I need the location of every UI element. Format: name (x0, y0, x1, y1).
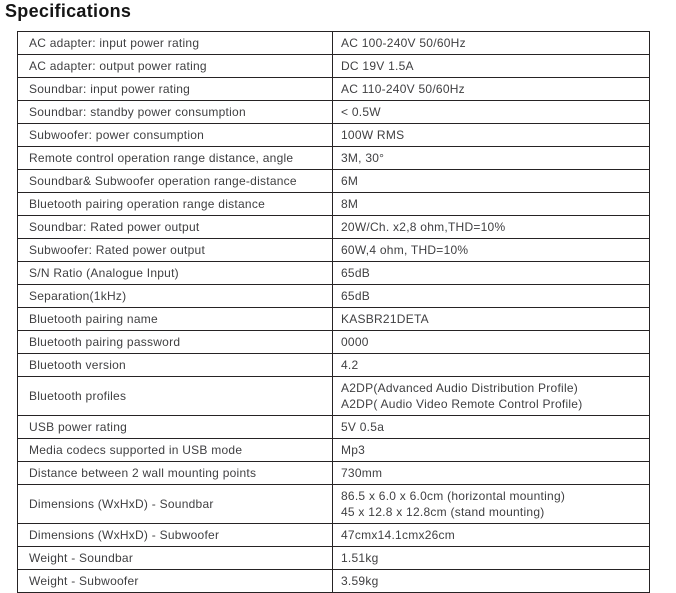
spec-value (333, 170, 650, 193)
table-row (18, 216, 650, 239)
spec-value-line: 3M, 30° (341, 151, 385, 165)
spec-label: Soundbar: standby power consumption (18, 101, 333, 124)
spec-value (333, 462, 650, 485)
table-row (18, 547, 650, 570)
table-row (18, 147, 650, 170)
spec-value (333, 416, 650, 439)
spec-value-line: 60W,4 ohm, THD=10% (341, 243, 469, 257)
spec-label: Distance between 2 wall mounting points (18, 462, 333, 485)
spec-value (333, 239, 650, 262)
table-row (18, 170, 650, 193)
spec-label: Bluetooth pairing operation range distance (18, 193, 333, 216)
spec-value-line: 47cmx14.1cmx26cm (341, 528, 456, 542)
spec-label: AC adapter: input power rating (18, 32, 333, 55)
table-row (18, 308, 650, 331)
spec-label: Subwoofer: power consumption (18, 124, 333, 147)
spec-value (333, 354, 650, 377)
spec-value-line: 1.51kg (341, 551, 379, 565)
spec-value-line: Mp3 (341, 443, 366, 457)
spec-label: Soundbar& Subwoofer operation range-distance (18, 170, 333, 193)
spec-value (333, 485, 650, 524)
table-row (18, 239, 650, 262)
table-row (18, 416, 650, 439)
spec-value (333, 547, 650, 570)
spec-value (333, 101, 650, 124)
table-row (18, 462, 650, 485)
table-row (18, 193, 650, 216)
spec-value-line: 65dB (341, 266, 371, 280)
spec-value (333, 216, 650, 239)
table-row (18, 262, 650, 285)
spec-value (333, 439, 650, 462)
table-row (18, 101, 650, 124)
spec-value (333, 32, 650, 55)
spec-label: Bluetooth version (18, 354, 333, 377)
spec-label: Dimensions (WxHxD) - Soundbar (18, 485, 333, 524)
spec-label: AC adapter: output power rating (18, 55, 333, 78)
spec-label: Soundbar: Rated power output (18, 216, 333, 239)
spec-value-line: KASBR21DETA (341, 312, 429, 326)
spec-value (333, 78, 650, 101)
spec-value (333, 55, 650, 78)
spec-label: USB power rating (18, 416, 333, 439)
spec-value-line: 3.59kg (341, 574, 379, 588)
spec-value-line: 65dB (341, 289, 371, 303)
spec-value (333, 308, 650, 331)
table-row (18, 354, 650, 377)
spec-label: Subwoofer: Rated power output (18, 239, 333, 262)
spec-value-line: A2DP( Audio Video Remote Control Profile) (341, 397, 583, 411)
spec-label: Weight - Subwoofer (18, 570, 333, 593)
spec-value-line: 6M (341, 174, 359, 188)
spec-label: Bluetooth profiles (18, 377, 333, 416)
spec-value-line: 20W/Ch. x2,8 ohm,THD=10% (341, 220, 506, 234)
specifications-table (17, 31, 650, 593)
spec-value-line: 0000 (341, 335, 369, 349)
table-row (18, 285, 650, 308)
spec-value-line: 5V 0.5a (341, 420, 385, 434)
spec-label: Remote control operation range distance, angle (18, 147, 333, 170)
spec-value (333, 193, 650, 216)
table-row (18, 32, 650, 55)
table-row (18, 485, 650, 524)
spec-value (333, 262, 650, 285)
table-row (18, 78, 650, 101)
spec-value-line: AC 100-240V 50/60Hz (341, 36, 466, 50)
spec-value-line: 8M (341, 197, 359, 211)
spec-value-line: 4.2 (341, 358, 359, 372)
page-title: Specifications (5, 1, 132, 21)
spec-value-line: 730mm (341, 466, 383, 480)
spec-label: Weight - Soundbar (18, 547, 333, 570)
table-row (18, 524, 650, 547)
table-row (18, 570, 650, 593)
table-row (18, 331, 650, 354)
spec-value-line: DC 19V 1.5A (341, 59, 414, 73)
spec-label: Bluetooth pairing name (18, 308, 333, 331)
spec-label: Soundbar: input power rating (18, 78, 333, 101)
spec-value (333, 124, 650, 147)
spec-value-line: 100W RMS (341, 128, 405, 142)
table-row (18, 55, 650, 78)
table-row (18, 377, 650, 416)
spec-value-line: AC 110-240V 50/60Hz (341, 82, 465, 96)
table-row (18, 439, 650, 462)
spec-label: S/N Ratio (Analogue Input) (18, 262, 333, 285)
spec-value (333, 524, 650, 547)
spec-value (333, 285, 650, 308)
spec-value-line: < 0.5W (341, 105, 381, 119)
spec-label: Media codecs supported in USB mode (18, 439, 333, 462)
spec-value (333, 570, 650, 593)
spec-label: Dimensions (WxHxD) - Subwoofer (18, 524, 333, 547)
spec-value (333, 331, 650, 354)
spec-value (333, 377, 650, 416)
specifications-table-body (18, 32, 650, 593)
spec-label: Bluetooth pairing password (18, 331, 333, 354)
spec-label: Separation(1kHz) (18, 285, 333, 308)
spec-value (333, 147, 650, 170)
spec-value-line: 86.5 x 6.0 x 6.0cm (horizontal mounting) (341, 489, 566, 503)
table-row (18, 124, 650, 147)
spec-value-line: A2DP(Advanced Audio Distribution Profile) (341, 381, 579, 395)
spec-value-line: 45 x 12.8 x 12.8cm (stand mounting) (341, 505, 545, 519)
